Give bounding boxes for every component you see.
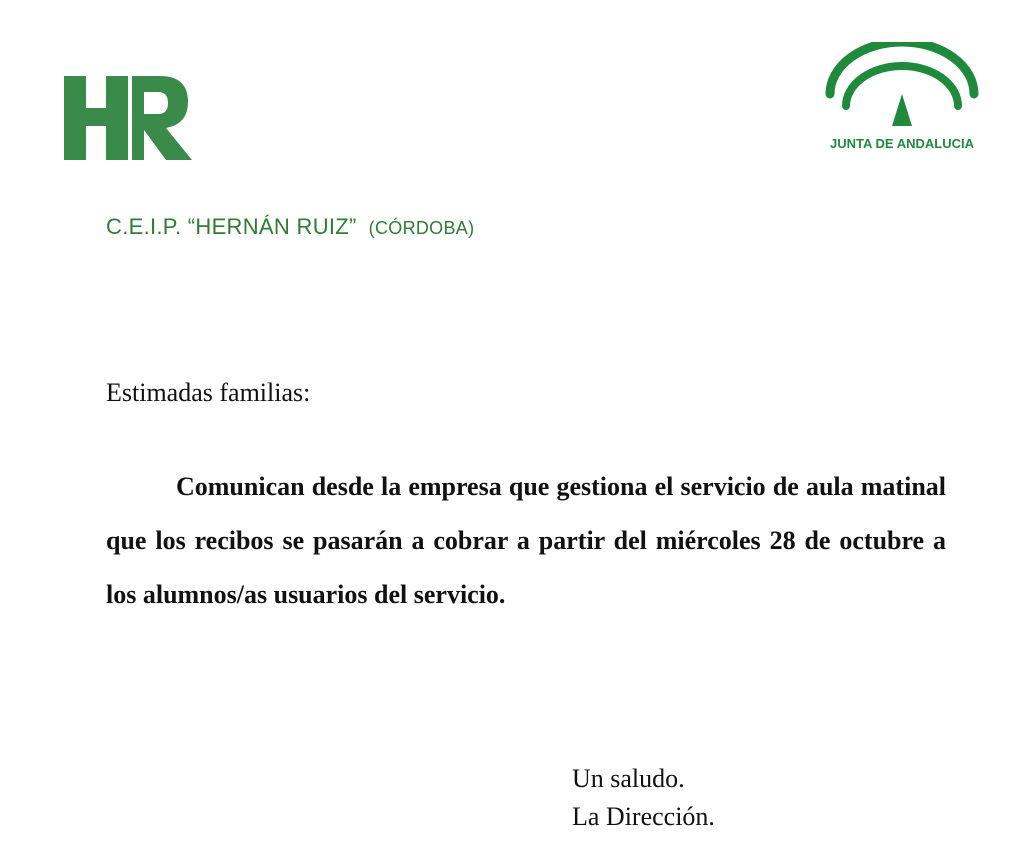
closing-line: Un saludo.	[572, 764, 685, 793]
school-hr-logo	[62, 72, 194, 164]
school-header	[106, 214, 474, 240]
junta-logo-text: JUNTA DE ANDALUCIA	[830, 136, 974, 151]
school-name: C.E.I.P. “HERNÁN RUIZ”	[106, 214, 357, 239]
junta-de-andalucia-logo	[822, 42, 982, 157]
school-city: (CÓRDOBA)	[368, 218, 475, 238]
hr-logo-graphic	[62, 72, 194, 164]
signature: La Dirección.	[572, 802, 715, 831]
junta-arc-graphic	[822, 42, 982, 157]
letter-body: Comunican desde la empresa que gestiona el servicio de aula matinal que los recibos se pasarán a cobrar a partir del miércoles 28 de octubre a los alumnos/as usuarios del servicio.	[106, 472, 946, 609]
letter-closing	[572, 760, 715, 836]
letter-greeting: Estimadas familias:	[106, 378, 311, 407]
